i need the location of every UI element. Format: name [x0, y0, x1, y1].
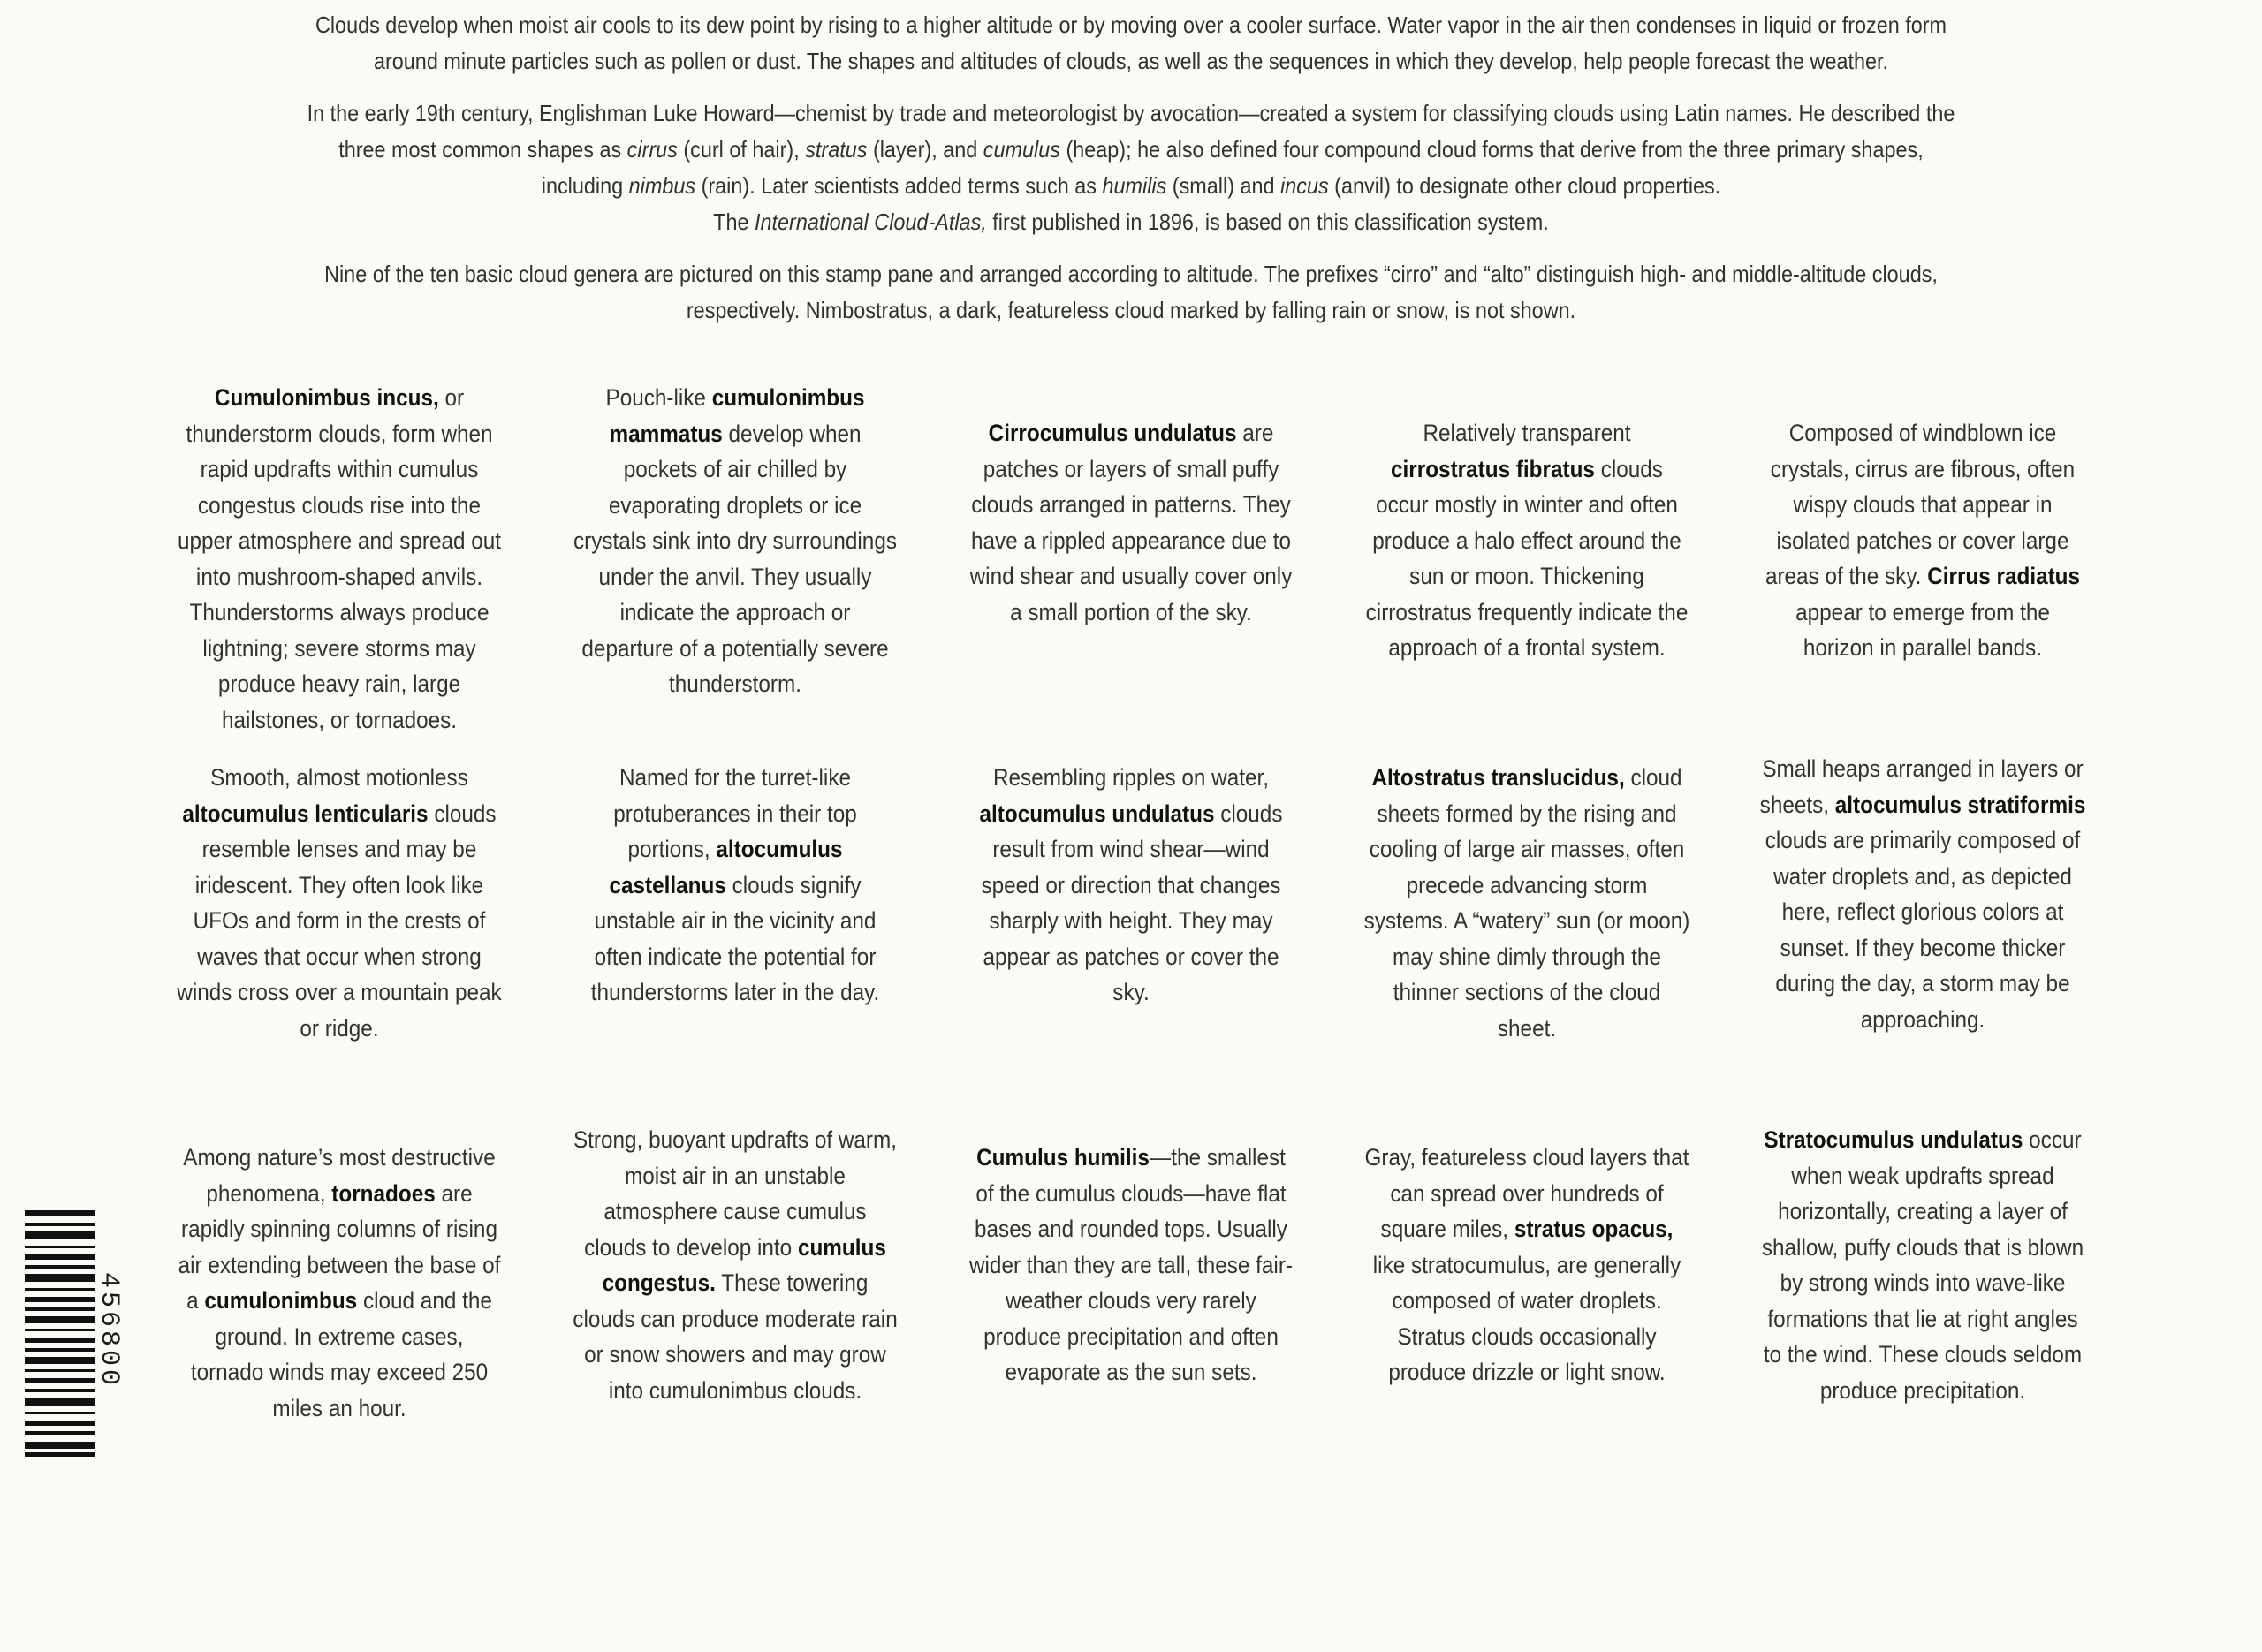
- cloud-description: Altostratus translucidus, cloud sheets formed by the rising and cooling of large air masses, often precede advancing storm systems. A “watery” sun (or moon) may shine dimly through the thinner sections of the cloud sheet.: [1363, 764, 1690, 1042]
- cloud-description: Cumulonimbus incus, or thunderstorm clouds, form when rapid updrafts within cumulus congestus clouds rise into the upper atmosphere and spread out into mushroom-shaped anvils. Thunderstorms always produce lightning; severe storms may produce heavy rain, large hailstones, or tornadoes.: [177, 384, 502, 733]
- barcode-graphic: [25, 1210, 95, 1458]
- cloud-description: Gray, featureless cloud layers that can spread over hundreds of square miles, stratus opacus, like stratocumulus, are generally composed of water droplets. Stratus clouds occasionally produce drizzle or light snow.: [1364, 1144, 1689, 1385]
- cloud-cell-altocumulus-stratiformis: [1725, 751, 2121, 1140]
- intro-text: [304, 7, 1958, 345]
- intro-paragraph-1: Clouds develop when moist air cools to its dew point by rising to a higher altitude or by moving over a cooler surface. Water vapor in the air then condenses in liquid or frozen form around minute particles such as pollen or dust. The shapes and altitudes of clouds, as well as the sequences in which they develop, help people forecast the weather.: [315, 11, 1947, 74]
- cloud-description-grid: [141, 371, 2121, 1511]
- cloud-cell-altocumulus-lenticularis: [141, 751, 537, 1140]
- cloud-cell-tornadoes: [141, 1140, 537, 1511]
- cloud-description: Cumulus humilis—the smallest of the cumulus clouds—have flat bases and rounded tops. Usually wider than they are tall, these fair-weather clouds very rarely produce precipitation and often evaporate as the sun sets.: [968, 1144, 1294, 1385]
- cloud-description: Composed of windblown ice crystals, cirrus are fibrous, often wispy clouds that appear in isolated patches or cover large areas of the sky. Cirrus radiatus appear to emerge from the horizon in parallel bands.: [1765, 420, 2081, 661]
- cloud-cell-cumulus-congestus: [537, 1126, 933, 1511]
- cloud-description: Named for the turret-like protuberances in their top portions, altocumulus castellanus clouds signify unstable air in the vicinity and often indicate the potential for thunderstorms later in the day.: [590, 764, 880, 1005]
- cloud-description: Stratocumulus undulatus occur when weak updrafts spread horizontally, creating a layer of shallow, puffy clouds that is blown by strong winds into wave-like formations that lie at right angles to the wind. These clouds seldom produce precipitation.: [1761, 1126, 2084, 1404]
- intro-paragraph-3: Nine of the ten basic cloud genera are pictured on this stamp pane and arranged according to altitude. The prefixes “cirro” and “alto” distinguish high- and middle-altitude clouds, respectively. Nimbostratus, a dark, featureless cloud marked by falling rain or snow, is not shown.: [324, 261, 1938, 323]
- cloud-cell-stratus-opacus: [1329, 1140, 1725, 1511]
- cloud-description: Smooth, almost motionless altocumulus lenticularis clouds resemble lenses and may be iridescent. They often look like UFOs and form in the crests of waves that occur when strong winds cross over a mountain peak or ridge.: [177, 764, 502, 1042]
- cloud-cell-altostratus-translucidus: [1329, 751, 1725, 1140]
- cloud-description: Among nature’s most destructive phenomena, tornadoes are rapidly spinning columns of rising air extending between the base of a cumulonimbus cloud and the ground. In extreme cases, tornado winds may exceed 250 miles an hour.: [178, 1144, 501, 1421]
- cloud-cell-altocumulus-castellanus: [537, 751, 933, 1140]
- cloud-cell-cumulonimbus-incus: [141, 371, 537, 751]
- cloud-cell-cumulonimbus-mammatus: [537, 371, 933, 751]
- cloud-cell-altocumulus-undulatus: [933, 751, 1329, 1140]
- cloud-cell-cirrus-radiatus: [1725, 371, 2121, 751]
- cloud-description: Relatively transparent cirrostratus fibratus clouds occur mostly in winter and often produce a halo effect around the sun or moon. Thickening cirrostratus frequently indicate the approach of a frontal system.: [1365, 420, 1689, 661]
- barcode-number: 456800: [94, 1272, 124, 1390]
- cloud-description: Small heaps arranged in layers or sheets, altocumulus stratiformis clouds are primarily composed of water droplets and, as depicted here, reflect glorious colors at sunset. If they become thicker during the day, a storm may be approaching.: [1759, 755, 2086, 1033]
- cloud-description: Strong, buoyant updrafts of warm, moist air in an unstable atmosphere cause cumulus clouds to develop into cumulus congestus. These towering clouds can produce moderate rain or snow showers and may grow into cumulonimbus clouds.: [573, 1126, 898, 1404]
- cloud-description: Pouch-like cumulonimbus mammatus develop when pockets of air chilled by evaporating droplets or ice crystals sink into dry surroundings under the anvil. They usually indicate the approach or departure of a potentially severe thunderstorm.: [573, 384, 897, 697]
- cloud-cell-stratocumulus-undulatus: [1725, 1126, 2121, 1511]
- cloud-description: Resembling ripples on water, altocumulus undulatus clouds result from wind shear—wind speed or direction that changes sharply with height. They may appear as patches or cover the sky.: [979, 764, 1283, 1005]
- cloud-cell-cumulus-humilis: [933, 1140, 1329, 1511]
- cloud-description: Cirrocumulus undulatus are patches or layers of small puffy clouds arranged in patterns. They have a rippled appearance due to wind shear and usually cover only a small portion of the sky.: [969, 420, 1293, 625]
- cloud-cell-cirrostratus-fibratus: [1329, 371, 1725, 751]
- intro-paragraph-2: In the early 19th century, Englishman Luke Howard—chemist by trade and meteorologist by avocation—created a system for classifying clouds using Latin names. He described the three most common shapes as cirrus (curl of hair), stratus (layer), and cumulus (heap); he also defined four compound cloud forms that derive from the three primary shapes, including nimbus (rain). Later scientists added terms such as humilis (small) and incus (anvil) to designate other cloud properties. The International Cloud-Atlas, first published in 1896, is based on this classification system.: [307, 100, 1955, 235]
- cloud-cell-cirrocumulus-undulatus: [933, 371, 1329, 751]
